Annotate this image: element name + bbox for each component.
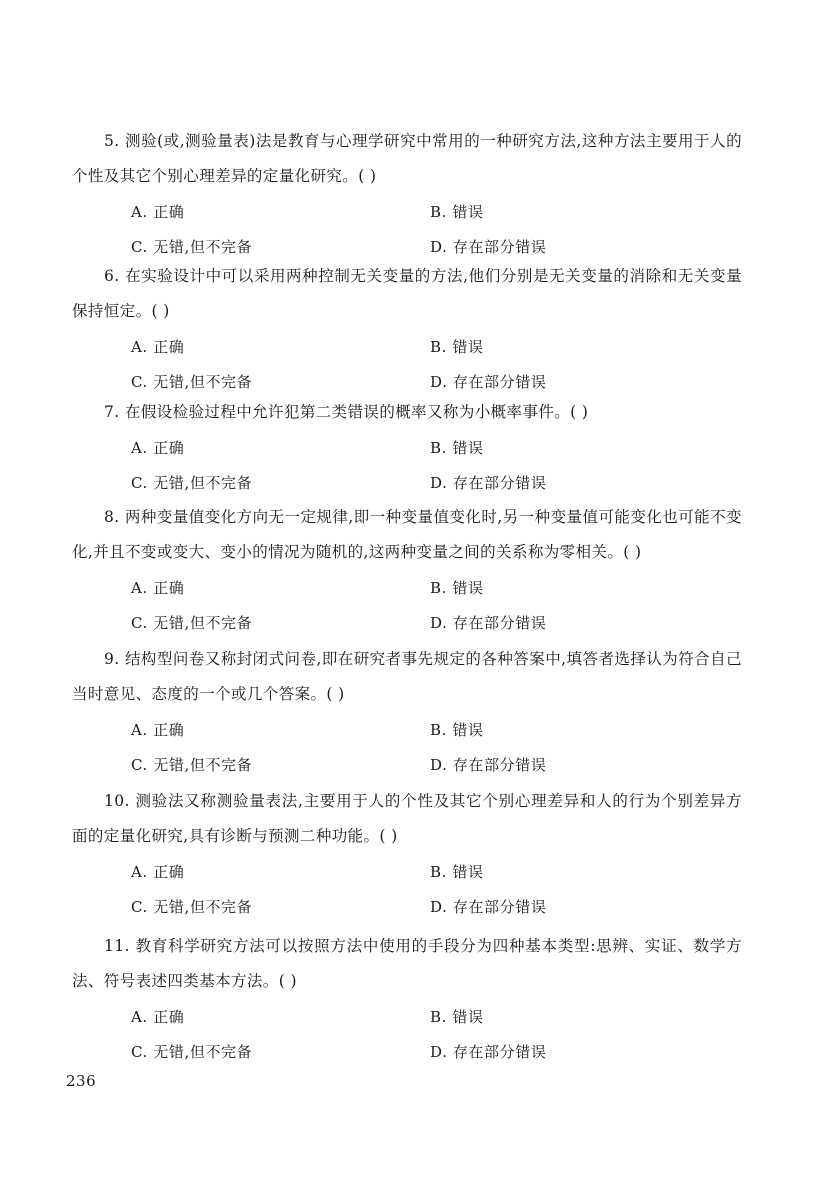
option-c: C. 无错,但不完备	[131, 756, 253, 774]
question-7	[0, 395, 814, 506]
question-stem: 8. 两种变量值变化方向无一定规律,即一种变量值变化时,另一种变量值可能变化也可能不变化,并且不变或变大、变小的情况为随机的,这两种变量之间的关系称为零相关。( )	[72, 508, 742, 561]
question-stem: 9. 结构型问卷又称封闭式问卷,即在研究者事先规定的各种答案中,填答者选择认为符合自己当时意见、态度的一个或几个答案。( )	[72, 650, 742, 703]
option-d: D. 存在部分错误	[430, 614, 547, 632]
option-c: C. 无错,但不完备	[131, 373, 253, 391]
option-d: D. 存在部分错误	[430, 373, 547, 391]
option-a: A. 正确	[131, 203, 185, 221]
option-b: B. 错误	[430, 721, 484, 739]
option-c: C. 无错,但不完备	[131, 898, 253, 916]
question-5	[0, 124, 814, 270]
option-b: B. 错误	[430, 439, 484, 457]
question-10	[0, 784, 814, 930]
option-d: D. 存在部分错误	[430, 756, 547, 774]
answer-options	[0, 436, 814, 506]
option-c: C. 无错,但不完备	[131, 614, 253, 632]
option-a: A. 正确	[131, 863, 185, 881]
option-c: C. 无错,但不完备	[131, 238, 253, 256]
option-c: C. 无错,但不完备	[131, 1043, 253, 1061]
option-d: D. 存在部分错误	[430, 1043, 547, 1061]
option-d: D. 存在部分错误	[430, 898, 547, 916]
option-b: B. 错误	[430, 1008, 484, 1026]
answer-options	[0, 860, 814, 930]
question-stem: 5. 测验(或,测验量表)法是教育与心理学研究中常用的一种研究方法,这种方法主要用于人的个性及其它个别心理差异的定量化研究。( )	[72, 132, 742, 185]
question-8	[0, 500, 814, 646]
question-11	[0, 929, 814, 1075]
question-stem: 6. 在实验设计中可以采用两种控制无关变量的方法,他们分别是无关变量的消除和无关变量保持恒定。( )	[72, 267, 742, 320]
option-a: A. 正确	[131, 579, 185, 597]
answer-options	[0, 718, 814, 788]
option-d: D. 存在部分错误	[430, 474, 547, 492]
option-a: A. 正确	[131, 1008, 185, 1026]
option-b: B. 错误	[430, 203, 484, 221]
question-6	[0, 259, 814, 405]
option-b: B. 错误	[430, 579, 484, 597]
option-a: A. 正确	[131, 721, 185, 739]
question-stem: 7. 在假设检验过程中允许犯第二类错误的概率又称为小概率事件。( )	[104, 403, 589, 421]
answer-options	[0, 1005, 814, 1075]
question-stem: 11. 教育科学研究方法可以按照方法中使用的手段分为四种基本类型:思辨、实证、数学方法、符号表述四类基本方法。( )	[72, 937, 742, 990]
question-stem: 10. 测验法又称测验量表法,主要用于人的个性及其它个别心理差异和人的行为个别差异方面的定量化研究,具有诊断与预测二种功能。( )	[72, 792, 742, 845]
option-a: A. 正确	[131, 439, 185, 457]
option-b: B. 错误	[430, 338, 484, 356]
option-a: A. 正确	[131, 338, 185, 356]
option-c: C. 无错,但不完备	[131, 474, 253, 492]
answer-options	[0, 576, 814, 646]
question-9	[0, 642, 814, 788]
option-d: D. 存在部分错误	[430, 238, 547, 256]
option-b: B. 错误	[430, 863, 484, 881]
page-number: 236	[66, 1072, 97, 1090]
